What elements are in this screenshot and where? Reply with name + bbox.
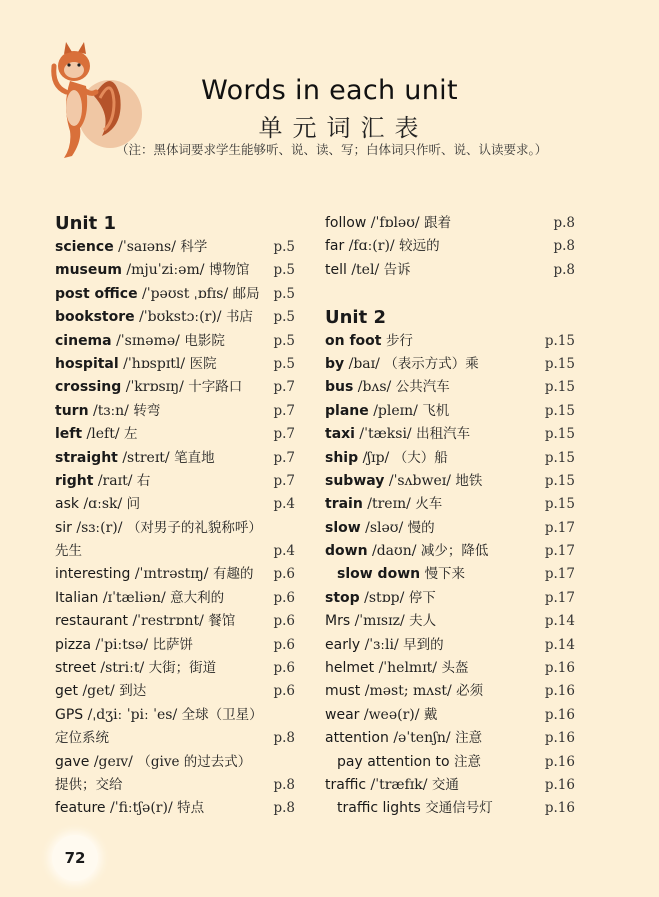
phonetic: /ˈpiːtsə/ — [95, 636, 149, 653]
page-ref: p.16 — [544, 800, 575, 817]
vocab-word: train — [325, 496, 363, 513]
unit-1-word-list — [55, 236, 295, 821]
word-entry — [55, 517, 295, 540]
page-ref: p.14 — [544, 636, 575, 653]
phonetic: /get/ — [82, 683, 115, 700]
phonetic: /sɜː(r)/ — [76, 519, 123, 536]
chinese-meaning: 先生 — [55, 543, 82, 560]
word-entry — [325, 610, 575, 633]
word-entry — [55, 704, 295, 727]
vocab-word: down — [325, 543, 368, 560]
chinese-meaning: 特点 — [177, 800, 205, 817]
vocab-word: follow — [325, 215, 367, 231]
phonetic: /ɪˈtæliən/ — [102, 589, 166, 606]
vocab-word: early — [325, 636, 361, 653]
page-ref: p.8 — [273, 776, 295, 793]
chinese-meaning: 到达 — [119, 683, 147, 700]
chinese-meaning: 公共汽车 — [395, 379, 450, 396]
chinese-meaning: 交通 — [431, 776, 459, 793]
chinese-meaning: 有趣的 — [212, 566, 254, 583]
chinese-meaning: （give 的过去式） — [137, 753, 252, 770]
page-ref: p.7 — [273, 402, 295, 419]
chinese-meaning: 博物馆 — [208, 262, 250, 279]
word-entry — [325, 704, 575, 727]
vocab-word: science — [55, 239, 114, 255]
phonetic: /striːt/ — [100, 660, 145, 677]
vocab-word: left — [55, 426, 83, 443]
chinese-meaning: （大）船 — [393, 449, 448, 466]
word-entry — [325, 517, 575, 540]
word-entry — [325, 563, 575, 586]
page-ref: p.6 — [273, 636, 295, 653]
vocab-word: stop — [325, 589, 360, 606]
chinese-meaning: 头盔 — [441, 660, 469, 677]
unit-2-word-list — [325, 330, 575, 821]
phonetic: /stɒp/ — [364, 589, 405, 606]
phonetic: /əˈtenʃn/ — [393, 730, 451, 747]
page-ref: p.5 — [273, 262, 295, 279]
word-entry — [325, 587, 575, 610]
word-entry — [325, 751, 575, 774]
page-ref: p.7 — [273, 379, 295, 396]
page-ref: p.15 — [544, 472, 575, 489]
word-entry — [325, 470, 575, 493]
page-title: Words in each unit — [201, 75, 458, 106]
word-entry — [55, 610, 295, 633]
phonetic: /daʊn/ — [372, 543, 417, 560]
page-ref: p.8 — [273, 730, 295, 747]
chinese-meaning: 问 — [126, 496, 141, 513]
vocab-word: far — [325, 238, 345, 255]
chinese-meaning: 慢下来 — [424, 566, 466, 583]
phonetic: /tel/ — [351, 261, 380, 278]
vocab-word: right — [55, 472, 94, 489]
vocab-word: straight — [55, 449, 118, 466]
vocab-word: on foot — [325, 332, 382, 349]
vocab-word: attention — [325, 730, 389, 747]
vocab-word: turn — [55, 402, 89, 419]
phonetic: /ˈpəʊst ˌɒfɪs/ — [142, 285, 229, 302]
page-ref: p.16 — [544, 776, 575, 793]
vocab-word: crossing — [55, 379, 122, 396]
phonetic: /raɪt/ — [97, 472, 133, 489]
vocab-word: Italian — [55, 589, 99, 606]
page-ref: p.7 — [273, 426, 295, 443]
word-entry — [325, 330, 575, 353]
phonetic: /ˈɜːli/ — [364, 636, 399, 653]
chinese-meaning: 较远的 — [399, 238, 440, 255]
word-entry — [325, 400, 575, 423]
page-ref: p.6 — [273, 683, 295, 700]
chinese-meaning: 笔直地 — [174, 449, 215, 466]
vocab-word: taxi — [325, 426, 355, 443]
chinese-meaning: 注意 — [455, 730, 483, 747]
word-entry — [55, 634, 295, 657]
phonetic: /ˈmɪsɪz/ — [354, 613, 405, 630]
word-entry — [55, 236, 295, 259]
right-column — [325, 212, 575, 821]
phonetic: /ˈhelmɪt/ — [378, 660, 438, 677]
spacer — [325, 282, 575, 305]
word-entry — [55, 470, 295, 493]
phonetic: /ˈfɒləʊ/ — [370, 215, 420, 231]
phonetic: /ˈsʌbweɪ/ — [388, 472, 451, 489]
word-entry — [55, 563, 295, 586]
phonetic: /tɜːn/ — [92, 402, 129, 419]
word-entry — [55, 353, 295, 376]
page-ref: p.5 — [273, 309, 295, 326]
page-ref: p.7 — [273, 449, 295, 466]
page-ref: p.17 — [544, 589, 575, 606]
unit-1-word-list-continued — [325, 212, 575, 282]
chinese-meaning: 出租汽车 — [416, 426, 471, 443]
chinese-meaning: 科学 — [180, 239, 208, 255]
phonetic: /sləʊ/ — [365, 519, 404, 536]
chinese-meaning: 书店 — [225, 309, 253, 326]
page-ref: p.8 — [273, 800, 295, 817]
phonetic: /ɑːsk/ — [83, 496, 123, 513]
page-subtitle: 单元词汇表 — [258, 114, 429, 142]
chinese-meaning: 十字路口 — [188, 379, 243, 396]
phonetic: /ˈtræfɪk/ — [370, 776, 428, 793]
chinese-meaning: 慢的 — [407, 519, 435, 536]
chinese-meaning: 地铁 — [455, 472, 483, 489]
word-entry — [55, 447, 295, 470]
chinese-meaning: 右 — [136, 472, 151, 489]
page-ref: p.8 — [553, 261, 575, 278]
page-ref: p.17 — [544, 543, 575, 560]
vocab-word: must — [325, 683, 361, 700]
page-ref: p.8 — [553, 238, 575, 255]
page-ref: p.6 — [273, 589, 295, 606]
page-ref: p.17 — [544, 519, 575, 536]
phonetic: /məst; mʌst/ — [364, 683, 452, 700]
word-entry — [55, 727, 295, 750]
word-entry — [55, 751, 295, 774]
word-entry — [55, 259, 295, 282]
left-column — [55, 212, 295, 821]
page-ref: p.15 — [544, 449, 575, 466]
page-ref: p.16 — [544, 660, 575, 677]
vocab-word: gave — [55, 753, 90, 770]
vocab-word: wear — [325, 706, 360, 723]
chinese-meaning: 戴 — [423, 706, 438, 723]
phonetic: /ˈrestrɒnt/ — [132, 613, 204, 630]
word-entry — [325, 680, 575, 703]
vocab-word: pay attention to — [337, 753, 450, 770]
page-ref: p.16 — [544, 706, 575, 723]
phonetic: /geɪv/ — [93, 753, 133, 770]
page-ref: p.6 — [273, 613, 295, 630]
word-entry — [55, 587, 295, 610]
phonetic: /weə(r)/ — [363, 706, 420, 723]
chinese-meaning: 必须 — [456, 683, 484, 700]
vocab-word: bookstore — [55, 309, 135, 326]
chinese-meaning: 医院 — [189, 355, 217, 372]
unit-2-title: Unit 2 — [325, 306, 386, 328]
word-entry — [55, 657, 295, 680]
word-entry — [55, 330, 295, 353]
vocab-word: slow down — [337, 566, 421, 583]
vocab-word: slow — [325, 519, 361, 536]
page-ref: p.4 — [273, 496, 295, 513]
phonetic: /ˈsɪnəmə/ — [116, 332, 180, 349]
page-ref: p.7 — [273, 472, 295, 489]
word-entry — [325, 727, 575, 750]
page-ref: p.14 — [544, 613, 575, 630]
word-entry — [325, 774, 575, 797]
vocab-word: Mrs — [325, 613, 351, 630]
vocab-word: pizza — [55, 636, 92, 653]
word-entry — [55, 774, 295, 797]
chinese-meaning: 大街；街道 — [148, 660, 217, 677]
word-entry — [325, 540, 575, 563]
word-entry — [55, 540, 295, 563]
word-entry — [325, 447, 575, 470]
vocab-word: helmet — [325, 660, 375, 677]
unit-1-title: Unit 1 — [55, 213, 116, 234]
vocab-word: museum — [55, 262, 122, 279]
word-entry — [55, 306, 295, 329]
vocab-word: traffic lights — [337, 800, 421, 817]
chinese-meaning: 邮局 — [232, 285, 260, 302]
page-ref: p.15 — [544, 426, 575, 443]
vocab-word: tell — [325, 261, 347, 278]
word-entry — [325, 212, 575, 235]
chinese-meaning: 夫人 — [409, 613, 437, 630]
word-entry — [55, 493, 295, 516]
page-ref: p.16 — [544, 753, 575, 770]
page-ref: p.15 — [544, 496, 575, 513]
phonetic: /left/ — [86, 426, 120, 443]
page-ref: p.5 — [273, 285, 295, 302]
word-entry — [55, 423, 295, 446]
vocab-word: ship — [325, 449, 359, 466]
vocab-word: GPS — [55, 706, 84, 723]
phonetic: /treɪn/ — [367, 496, 411, 513]
page-ref: p.6 — [273, 660, 295, 677]
page-ref: p.5 — [273, 355, 295, 372]
page-ref: p.4 — [273, 543, 295, 560]
page-ref: p.15 — [544, 402, 575, 419]
word-entry — [325, 423, 575, 446]
word-entry — [55, 680, 295, 703]
phonetic: /ˌdʒiː ˈpiː ˈes/ — [87, 706, 178, 723]
vocab-word: cinema — [55, 332, 112, 349]
chinese-meaning: 步行 — [385, 332, 413, 349]
phonetic: /ˈtæksi/ — [359, 426, 412, 443]
chinese-meaning: 提供；交给 — [55, 776, 123, 793]
phonetic: /ˈɪntrəstɪŋ/ — [134, 566, 209, 583]
phonetic: /ˈkrɒsɪŋ/ — [125, 379, 184, 396]
page-ref: p.15 — [544, 355, 575, 372]
chinese-meaning: 交通信号灯 — [425, 800, 493, 817]
word-entry — [55, 376, 295, 399]
vocab-word: street — [55, 660, 96, 677]
chinese-meaning: 全球（卫星） — [181, 706, 263, 723]
phonetic: /baɪ/ — [348, 355, 380, 372]
word-entry — [325, 353, 575, 376]
phonetic: /ʃɪp/ — [362, 449, 390, 466]
page-ref: p.15 — [544, 379, 575, 396]
chinese-meaning: 跟着 — [424, 215, 452, 231]
vocab-word: plane — [325, 402, 369, 419]
page-ref: p.5 — [273, 239, 295, 255]
chinese-meaning: 减少；降低 — [420, 543, 489, 560]
phonetic: /bʌs/ — [357, 379, 392, 396]
vocab-word: interesting — [55, 566, 131, 583]
chinese-meaning: 告诉 — [383, 261, 411, 278]
vocab-word: traffic — [325, 776, 367, 793]
chinese-meaning: 早到的 — [403, 636, 444, 653]
vocab-word: post office — [55, 285, 138, 302]
chinese-meaning: （对男子的礼貌称呼） — [126, 519, 262, 536]
page-ref: p.16 — [544, 730, 575, 747]
chinese-meaning: 定位系统 — [55, 730, 109, 747]
chinese-meaning: 餐馆 — [208, 613, 236, 630]
phonetic: /ˈhɒspɪtl/ — [123, 355, 186, 372]
vocab-word: subway — [325, 472, 385, 489]
word-entry — [55, 400, 295, 423]
chinese-meaning: 电影院 — [184, 332, 225, 349]
word-entry — [55, 283, 295, 306]
chinese-meaning: 转弯 — [133, 402, 161, 419]
chinese-meaning: 停下 — [408, 589, 436, 606]
vocab-word: restaurant — [55, 613, 128, 630]
chinese-meaning: 火车 — [415, 496, 443, 513]
word-entry — [325, 657, 575, 680]
phonetic: /ˈbʊkstɔː(r)/ — [139, 309, 222, 326]
vocab-word: by — [325, 355, 345, 372]
phonetic: /ˈfiːtʃə(r)/ — [110, 800, 173, 817]
page-number: 72 — [52, 835, 98, 881]
chinese-meaning: 注意 — [454, 753, 482, 770]
word-entry — [325, 259, 575, 282]
page-note: （注：黑体词要求学生能够听、说、读、写；白体词只作听、说、认读要求。） — [116, 142, 548, 157]
vocab-word: ask — [55, 496, 79, 513]
page-ref: p.15 — [544, 332, 575, 349]
vocab-word: sir — [55, 519, 72, 536]
phonetic: /fɑː(r)/ — [348, 238, 395, 255]
phonetic: /mjuˈziːəm/ — [126, 262, 205, 279]
page-ref: p.17 — [544, 566, 575, 583]
chinese-meaning: 飞机 — [422, 402, 450, 419]
chinese-meaning: 左 — [124, 426, 138, 443]
word-entry — [325, 376, 575, 399]
phonetic: /pleɪn/ — [373, 402, 418, 419]
vocab-word: feature — [55, 800, 106, 817]
page-ref: p.16 — [544, 683, 575, 700]
page-ref: p.6 — [273, 566, 295, 583]
vocab-word: hospital — [55, 355, 119, 372]
vocab-word: get — [55, 683, 78, 700]
word-entry — [325, 493, 575, 516]
word-entry — [325, 797, 575, 820]
phonetic: /streɪt/ — [122, 449, 170, 466]
word-entry — [325, 235, 575, 258]
word-entry — [55, 797, 295, 820]
phonetic: /ˈsaɪəns/ — [118, 239, 176, 255]
word-entry — [325, 634, 575, 657]
chinese-meaning: （表示方式）乘 — [384, 355, 479, 372]
vocab-word: bus — [325, 379, 354, 396]
chinese-meaning: 意大利的 — [170, 589, 225, 606]
page-ref: p.5 — [273, 332, 295, 349]
chinese-meaning: 比萨饼 — [152, 636, 194, 653]
page-ref: p.8 — [553, 215, 575, 231]
